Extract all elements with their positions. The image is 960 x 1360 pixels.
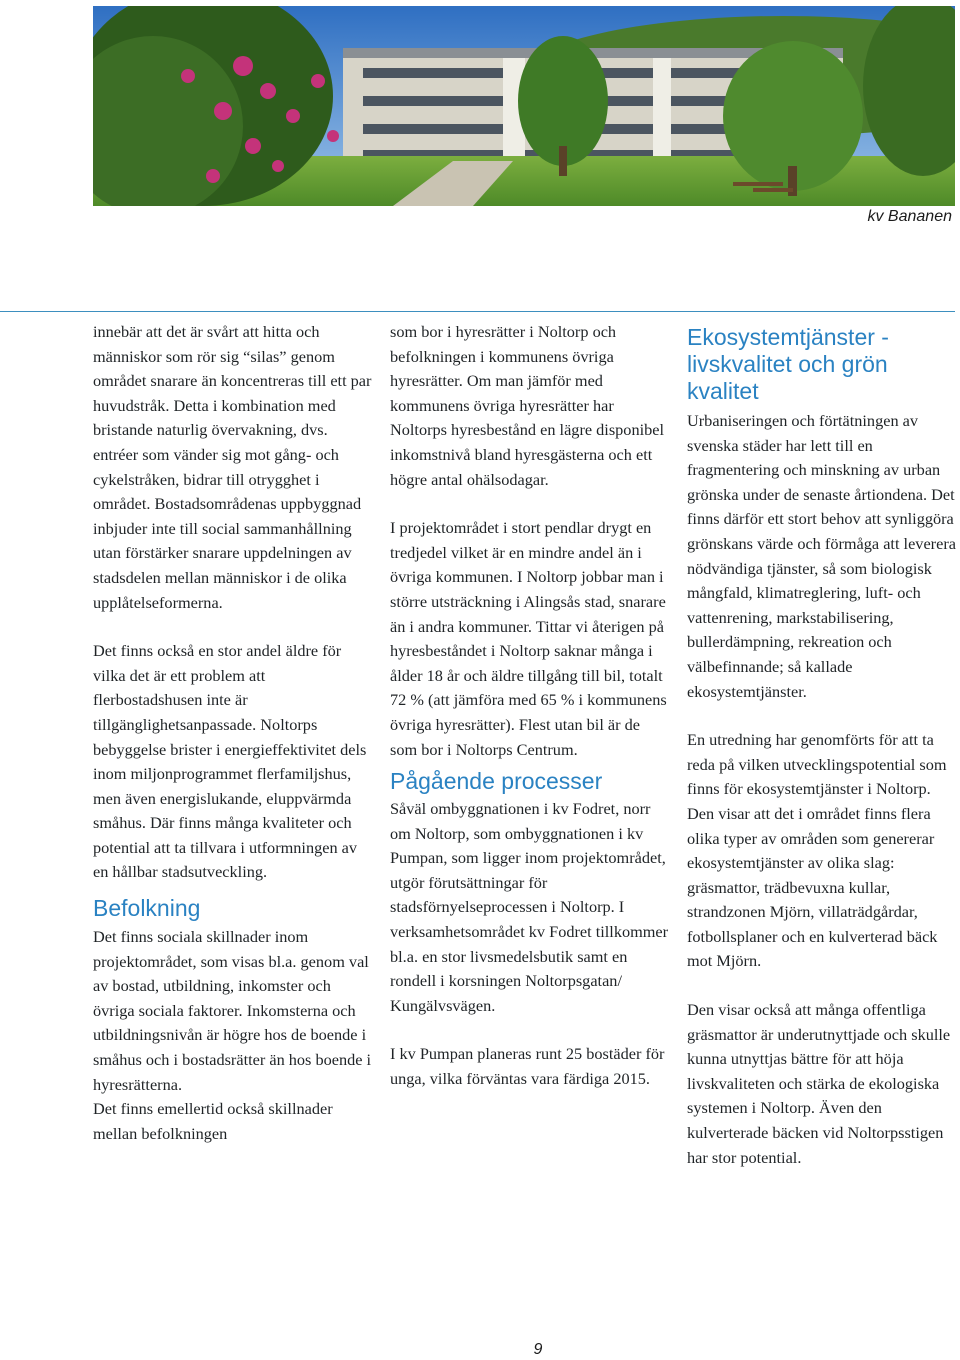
section-divider [0, 311, 955, 312]
paragraph: Såväl ombyggnationen i kv Fodret, norr om Noltorp, som ombyggnationen i kv Pumpan, som ligger inom projektområdet, utgör förutsättningar för stadsförnyelseprocessen i Noltorp. I verksamhetsområdet kv Fodret tillkommer bl.a. en stor livsmedelsbutik samt en rondell i korsningen Noltorpsgatan/ Kungälvsvägen. [390, 799, 669, 1015]
text-column-right [687, 324, 959, 1194]
paragraph: som bor i hyresrätter i Noltorp och befolkningen i kommunens övriga hyresrätter. Om man jämför med kommunens övriga hyresrätter har Noltorps hyresbestånd en lägre disponibel inkomstnivå bland hyresgästerna och ett högre antal ohälsodagar. [390, 322, 665, 489]
paragraph: innebär att det är svårt att hitta och människor som rör sig “silas” genom området snarare än koncentreras till ett par huvudstråk. Detta i kombination med bristande naturlig övervakning, dvs. entréer som vänder sig mot gång- och cykelstråken, bidrar till otrygghet i området. Bostadsområdenas uppbyggnad inbjuder inte till social sammanhållning utan förstärker snarare uppdelningen av stadsdelen mellan människor i de olika upplåtelseformerna. [93, 322, 372, 612]
photo-caption: kv Bananen [867, 208, 952, 225]
paragraph: Den visar också att många offentliga gräsmattor är underutnyttjade och skulle kunna utnyttjas bättre för att höja livskvaliteten och stärka de ekologiska systemen i Noltorp. Även den kulverterade bäcken vid Noltorpsstigen har stor potential. [687, 1000, 951, 1167]
section-heading-befolkning: Befolkning [93, 895, 201, 922]
housing-photo [93, 6, 955, 206]
paragraph: Det finns också en stor andel äldre för vilka det är ett problem att flerbostadshusen inte är tillgänglighetsanpassade. Noltorps bebyggelse brister i energieffektivitet dels inom miljonprogrammet flerfamiljshus, men även energislukande, eluppvärmda småhus. Där finns många kvaliteter och potential att ta tillvara i utformningen av en hållbar stadsutveckling. [93, 641, 367, 882]
paragraph: Det finns sociala skillnader inom projektområdet, som visas bl.a. genom val av bostad, utbildning, inkomster och övriga sociala faktorer. Inkomsterna och utbildningsnivån är högre hos de boende i småhus och i bostadsrätter än hos boende i hyresrätterna. [93, 927, 372, 1094]
paragraph: En utredning har genomförts för att ta reda på vilken utvecklingspotential som finns för ekosystemtjänster i Noltorp. Den visar att det i området finns flera olika typer av områden som genererar ekosystemtjänster av olika slag: gräsmattor, trädbevuxna kullar, strandzonen Mjörn, villaträdgårdar, fotbollsplaner och en kulverterad bäck mot Mjörn. [687, 730, 947, 971]
paragraph: Det finns emellertid också skillnader mellan befolkningen [93, 1099, 333, 1143]
section-heading-pagaende-processer: Pågående processer [390, 768, 603, 795]
paragraph: I kv Pumpan planeras runt 25 bostäder för unga, vilka förväntas vara färdiga 2015. [390, 1044, 665, 1089]
page-number: 9 [533, 1341, 543, 1358]
text-column-middle [390, 320, 670, 1116]
paragraph: Urbaniseringen och förtätningen av svenska städer har lett till en fragmentering och minskning av urban grönska under de senaste årtiondena. Det finns därför ett stort behov att synliggöra grönskans värde och förmåga att leverera nödvändiga tjänster, så som biologisk mångfald, klimatreglering, luft- och vattenrening, markstabilisering, bullerdämpning, rekreation och välbefinnande; så kallade ekosystemtjänster. [687, 411, 956, 701]
section-heading-ekosystemtjanster: Ekosystemtjänster - livskvalitet och grön kvalitet [687, 324, 889, 404]
paragraph: I projektområdet i stort pendlar drygt en tredjedel vilket är en mindre andel än i övriga kommunen. I Noltorp jobbar man i större utsträckning i Alingsås stad, snarare än i andra kommuner. Tittar vi återigen på hyresbeståndet i Noltorp saknar många i ålder 18 år och äldre tillgång till bil, totalt 72 % (att jämföra med 65 % i kommunens övriga hyresrätter). Flest utan bil är de som bor i Noltorps Centrum. [390, 518, 667, 759]
text-column-left [93, 320, 373, 1146]
